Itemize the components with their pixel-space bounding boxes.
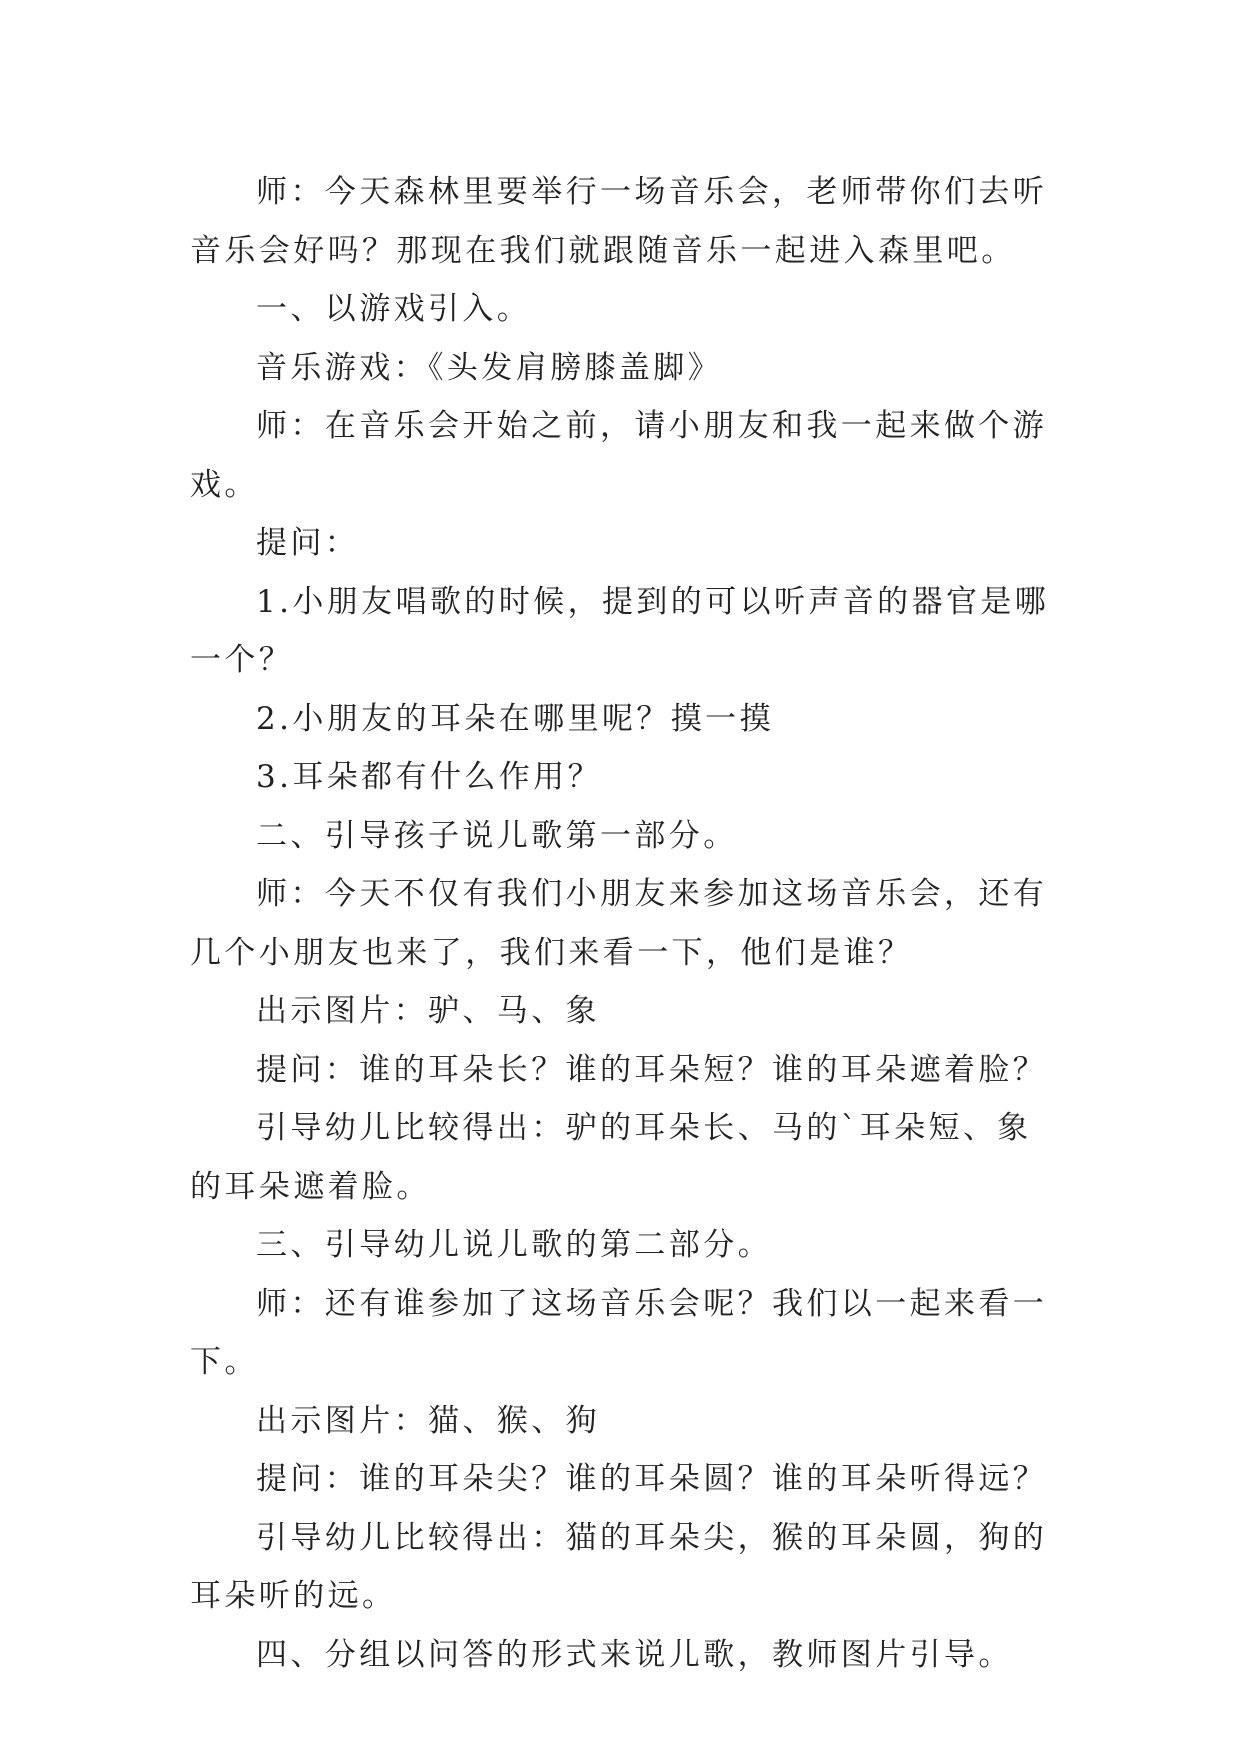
section-heading-3: 三、引导幼儿说儿歌的第二部分。 — [256, 1227, 772, 1263]
question-item-1: 1.小朋友唱歌的时候，提到的可以听声音的器官是哪一个？ — [190, 583, 1050, 678]
question-item-2: 2.小朋友的耳朵在哪里呢？摸一摸 — [256, 700, 774, 737]
paragraph-teacher-guests: 师：今天不仅有我们小朋友来参加这场音乐会，还有几个小朋友也来了，我们来看一下，他们是谁？ — [190, 876, 1048, 971]
paragraph-teacher-more-guests: 师：还有谁参加了这场音乐会呢？我们以一起来看一下。 — [190, 1285, 1048, 1380]
paragraph-questions-2: 提问：谁的耳朵尖？谁的耳朵圆？谁的耳朵听得远？ — [256, 1461, 1048, 1497]
paragraph-intro: 师：今天森林里要举行一场音乐会，老师带你们去听音乐会好吗？那现在我们就跟随音乐一起进入森里吧。 — [190, 174, 1048, 269]
paragraph-questions-1: 提问：谁的耳朵长？谁的耳朵短？谁的耳朵遮着脸？ — [256, 1051, 1048, 1088]
question-item-3: 3.耳朵都有什么作用？ — [256, 759, 602, 795]
paragraph-music-game: 音乐游戏：《头发肩膀膝盖脚》 — [256, 349, 723, 386]
document-body — [190, 163, 1050, 1684]
paragraph-conclusion-1: 引导幼儿比较得出：驴的耳朵长、马的`耳朵短、象的耳朵遮着脸。 — [190, 1110, 1032, 1205]
paragraph-teacher-game: 师：在音乐会开始之前，请小朋友和我一起来做个游戏。 — [190, 408, 1048, 503]
section-heading-1: 一、以游戏引入。 — [256, 291, 532, 327]
paragraph-conclusion-2: 引导幼儿比较得出：猫的耳朵尖，猴的耳朵圆，狗的耳朵听的远。 — [190, 1519, 1048, 1614]
section-heading-2: 二、引导孩子说儿歌第一部分。 — [256, 817, 738, 854]
paragraph-show-pictures-1: 出示图片：驴、马、象 — [256, 993, 600, 1029]
paragraph-show-pictures-2: 出示图片：猫、猴、狗 — [256, 1402, 600, 1439]
section-heading-4: 四、分组以问答的形式来说儿歌，教师图片引导。 — [256, 1636, 1013, 1673]
paragraph-question-label: 提问： — [256, 525, 360, 561]
